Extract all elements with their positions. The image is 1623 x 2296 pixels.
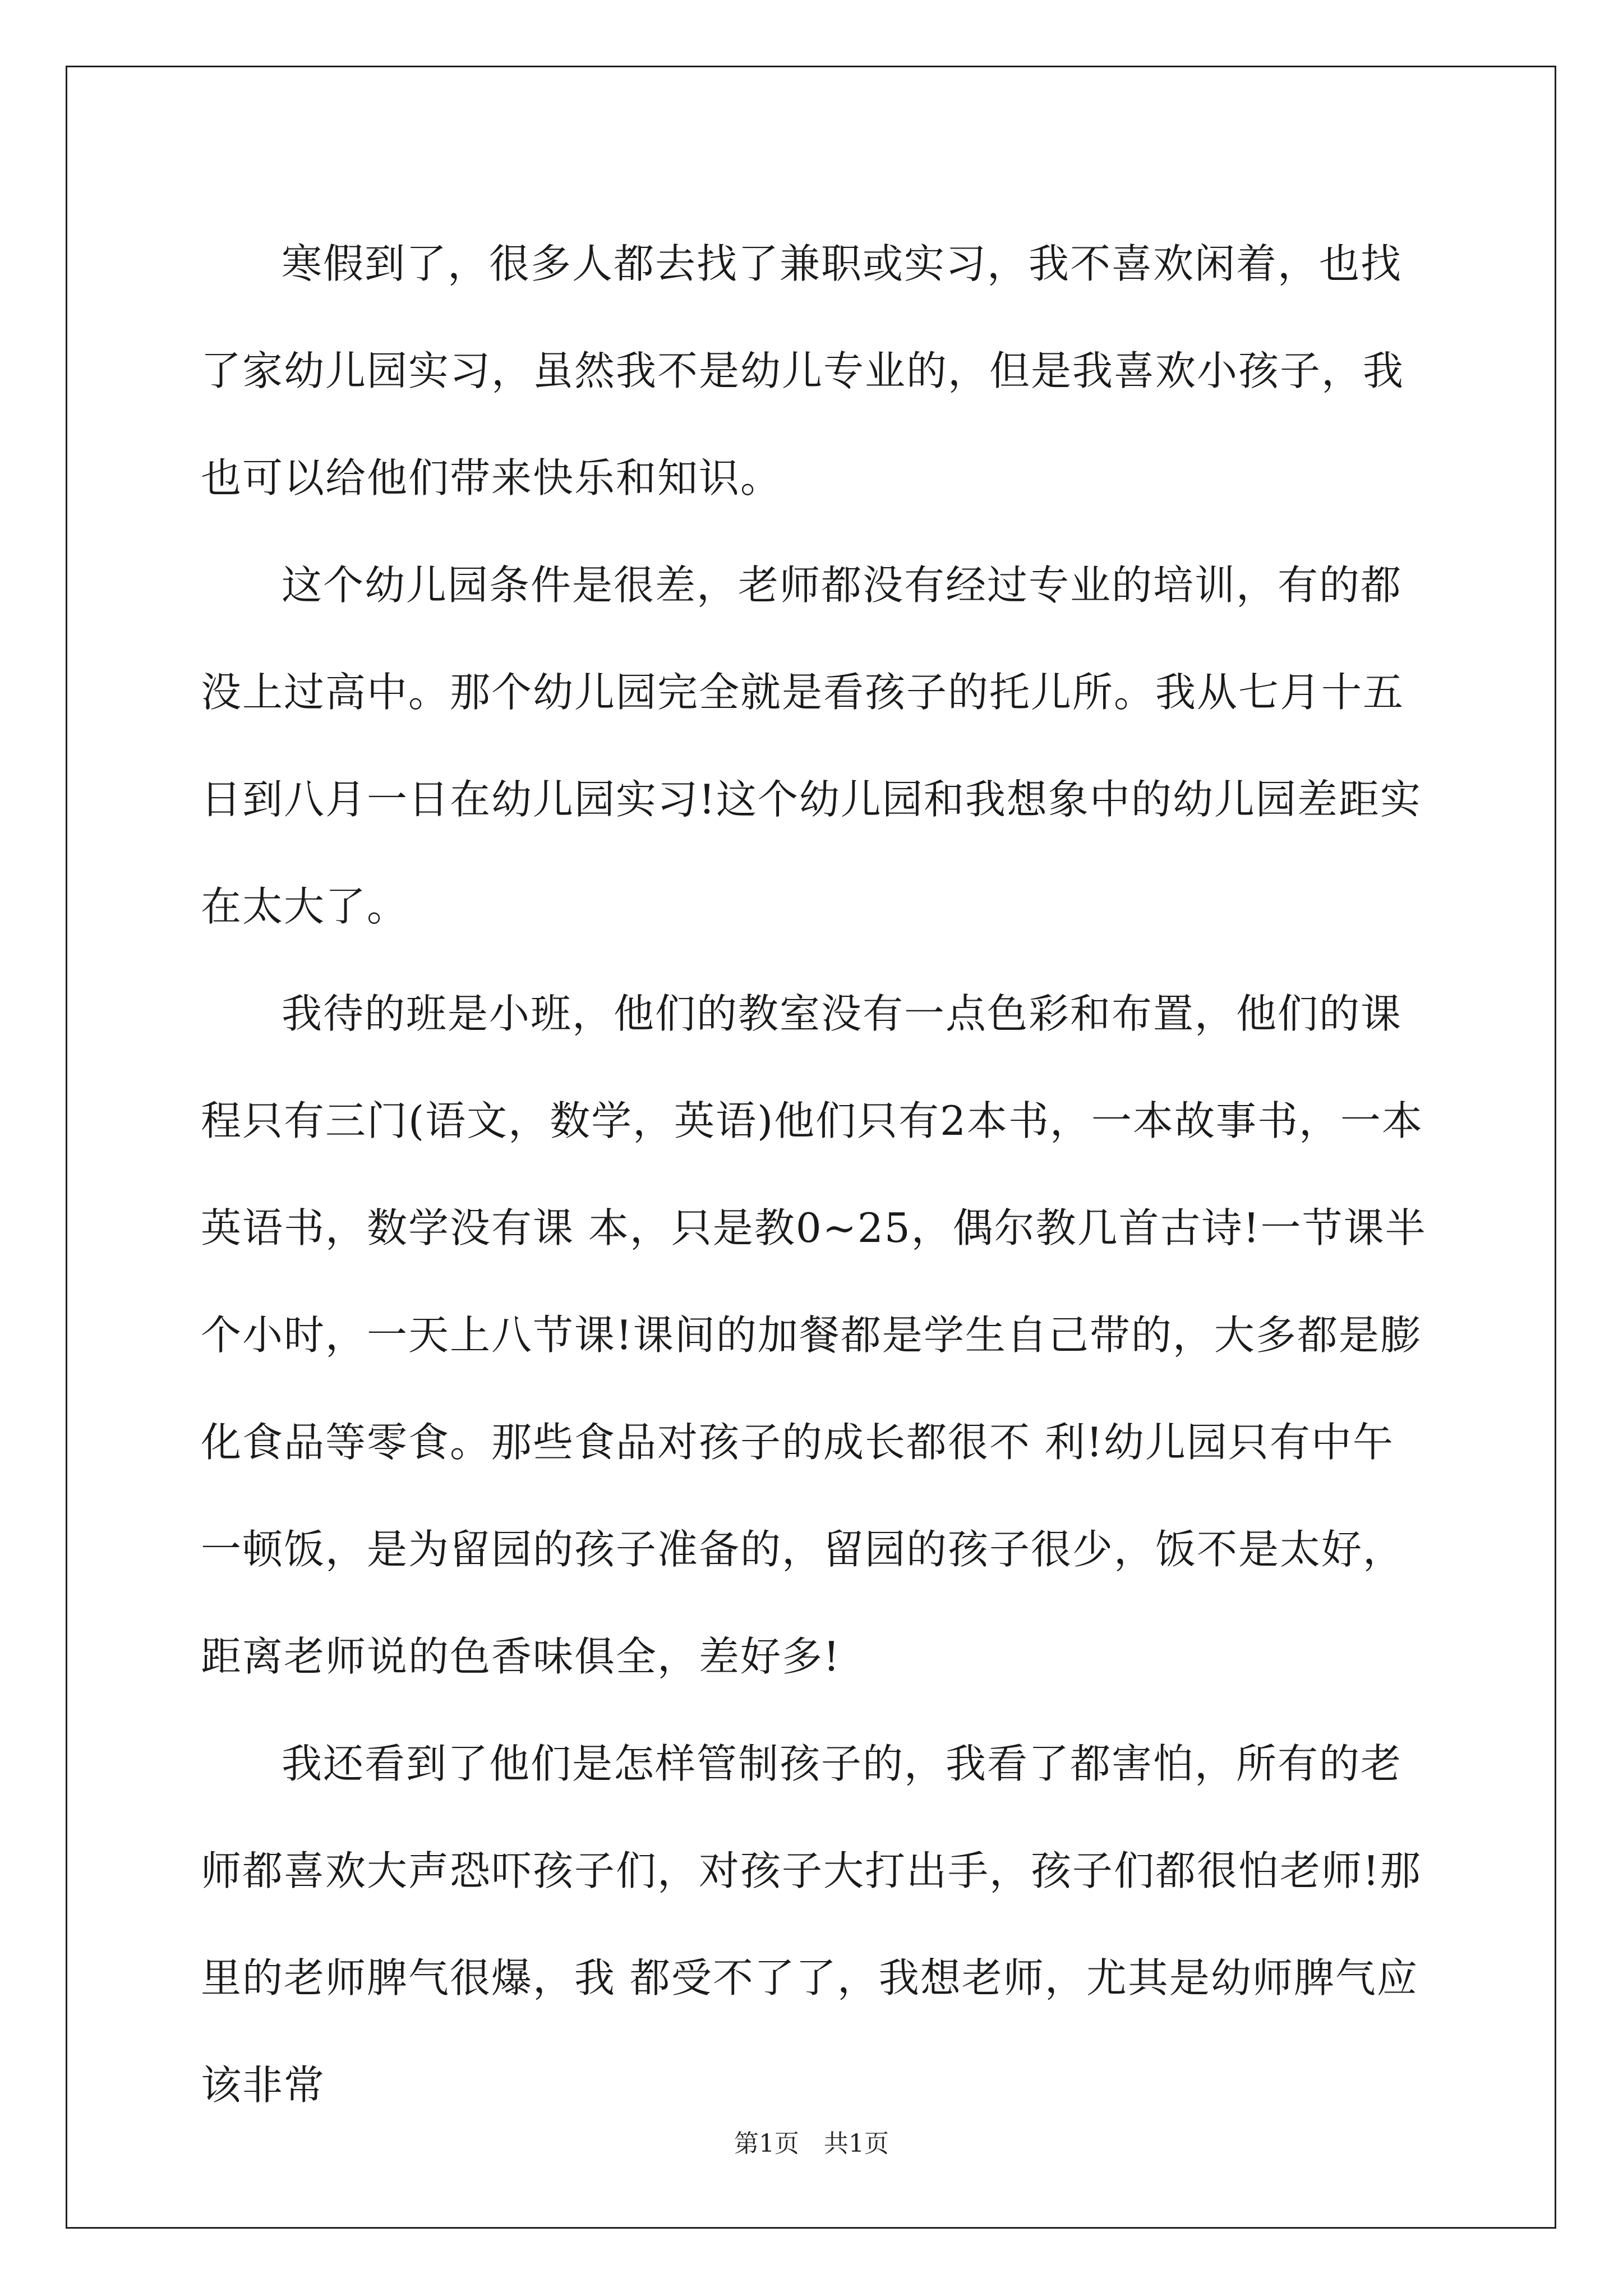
paragraph-4: 我还看到了他们是怎样管制孩子的，我看了都害怕，所有的老师都喜欢大声恐吓孩子们，对孩子大打出手，孩子们都很怕老师!那里的老师脾气很爆，我 都受不了了，我想老师，尤其是幼师脾气应该非常 (201, 1740, 1422, 2109)
paragraph-1: 寒假到了，很多人都去找了兼职或实习，我不喜欢闲着，也找了家幼儿园实习，虽然我不是幼儿专业的，但是我喜欢小孩子，我也可以给他们带来快乐和知识。 (201, 240, 1405, 501)
paragraph-3: 我待的班是小班，他们的教室没有一点色彩和布置，他们的课程只有三门(语文，数学，英语)他们只有2本书，一本故事书，一本英语书，数学没有课 本，只是教0~25，偶尔教几首古诗!一节课半个小时，一天上八节课!课间的加餐都是学生自己带的，大多都是膨化食品等零食。那些食品对孩子的成长都很不 利!幼儿园只有中午一顿饭，是为留园的孩子准备的，留园的孩子很少，饭不是太好，距离老师说的色香味俱全，差好多! (201, 990, 1427, 1680)
document-body (201, 210, 1430, 2139)
page-number-footer: 第1页 共1页 (734, 2129, 889, 2158)
paragraph-2: 这个幼儿园条件是很差，老师都没有经过专业的培训，有的都没上过高中。那个幼儿园完全就是看孩子的托儿所。我从七月十五日到八月一日在幼儿园实习!这个幼儿园和我想象中的幼儿园差距实在太大了。 (201, 562, 1422, 930)
